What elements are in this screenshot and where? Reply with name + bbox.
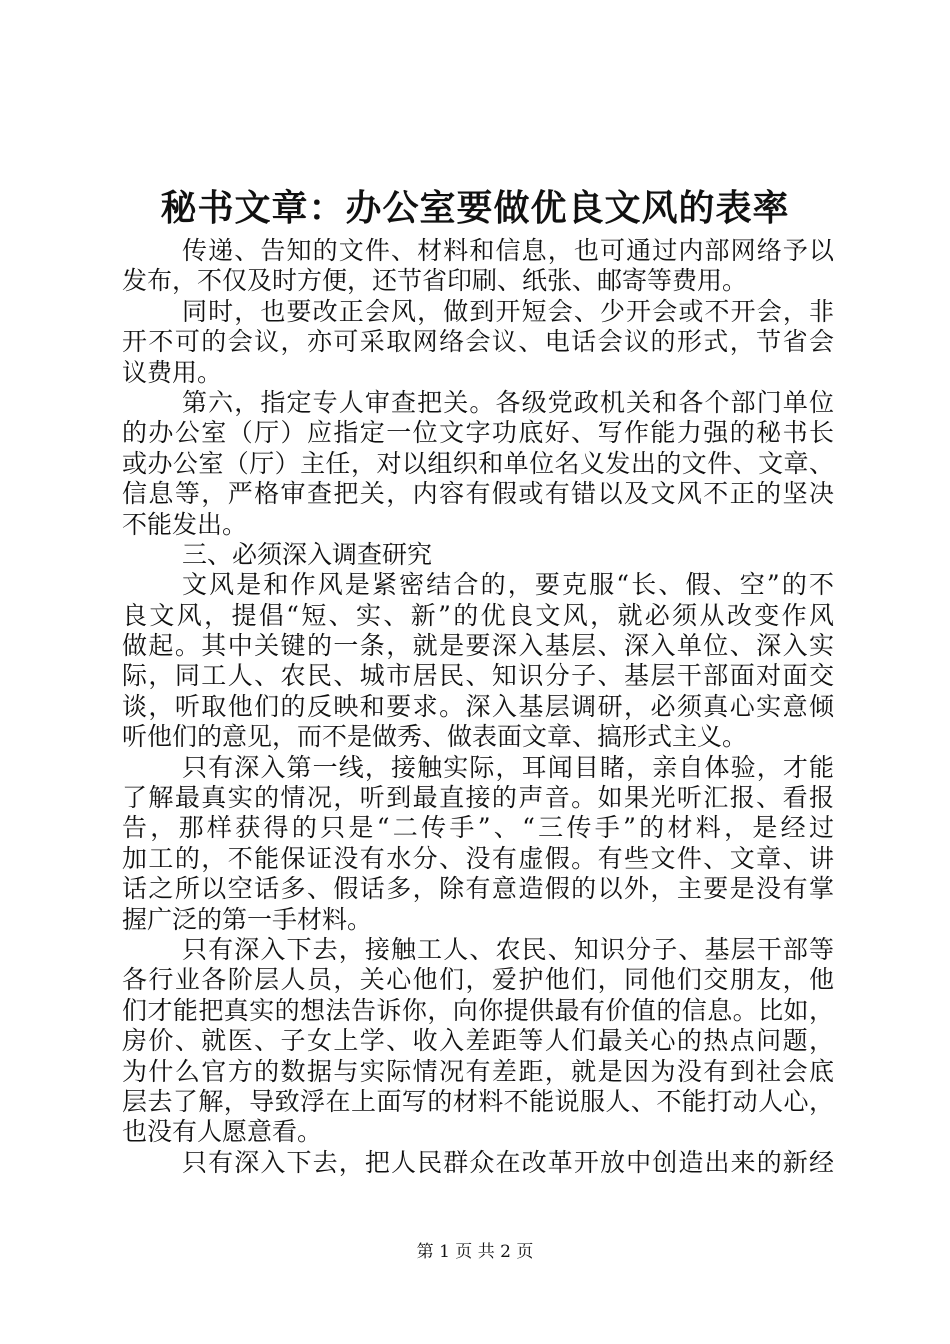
text-line: 只有深入下去，接触工人、农民、知识分子、基层干部等 — [182, 934, 834, 964]
text-line: 听他们的意见，而不是做秀、做表面文章、搞形式主义。 — [122, 722, 748, 752]
text-line: 传递、告知的文件、材料和信息，也可通过内部网络予以 — [182, 236, 834, 265]
text-line: 际，同工人、农民、城市居民、知识分子、基层干部面对面交 — [122, 661, 834, 691]
text-line: 握广泛的第一手材料。 — [122, 904, 373, 934]
text-line: 或办公室（厅）主任，对以组织和单位名义发出的文件、文章、 — [122, 448, 834, 478]
text-line: 同时，也要改正会风，做到开短会、少开会或不开会，非 — [182, 296, 834, 326]
text-line: 加工的，不能保证没有水分、没有虚假。有些文件、文章、讲 — [122, 843, 834, 873]
text-line: 良文风，提倡“短、实、新”的优良文风，就必须从改变作风 — [122, 600, 834, 630]
text-line: 不能发出。 — [122, 509, 248, 539]
document-title: 秘书文章：办公室要做优良文风的表率 — [160, 187, 790, 229]
text-line: 文风是和作风是紧密结合的，要克服“长、假、空”的不 — [182, 570, 834, 600]
text-line: 也没有人愿意看。 — [122, 1117, 323, 1147]
text-line: 的办公室（厅）应指定一位文字功底好、写作能力强的秘书长 — [122, 418, 834, 448]
text-line: 只有深入下去，把人民群众在改革开放中创造出来的新经 — [182, 1147, 834, 1177]
text-line: 议费用。 — [122, 357, 223, 387]
text-line: 为什么官方的数据与实际情况有差距，就是因为没有到社会底 — [122, 1056, 834, 1086]
page-footer: 第 1 页 共 2 页 — [416, 1242, 534, 1262]
text-line: 房价、就医、子女上学、收入差距等人们最关心的热点问题， — [122, 1026, 834, 1056]
text-line: 谈，听取他们的反映和要求。深入基层调研，必须真心实意倾 — [122, 691, 834, 721]
text-line: 层去了解，导致浮在上面写的材料不能说服人、不能打动人心， — [122, 1086, 834, 1116]
text-line: 第六，指定专人审查把关。各级党政机关和各个部门单位 — [182, 387, 834, 417]
text-line: 开不可的会议，亦可采取网络会议、电话会议的形式，节省会 — [122, 327, 834, 357]
text-line: 发布，不仅及时方便，还节省印刷、纸张、邮寄等费用。 — [122, 266, 748, 296]
text-line: 话之所以空话多、假话多，除有意造假的以外，主要是没有掌 — [122, 874, 834, 904]
document-body — [122, 236, 834, 1178]
text-line: 们才能把真实的想法告诉你，向你提供最有价值的信息。比如， — [122, 995, 834, 1025]
text-line: 只有深入第一线，接触实际，耳闻目睹，亲自体验，才能 — [182, 752, 834, 782]
text-line: 三、必须深入调查研究 — [182, 539, 433, 569]
text-line: 各行业各阶层人员，关心他们，爱护他们，同他们交朋友，他 — [122, 965, 834, 995]
text-line: 告，那样获得的只是“二传手”、“三传手”的材料，是经过 — [122, 813, 834, 843]
text-line: 做起。其中关键的一条，就是要深入基层、深入单位、深入实 — [122, 631, 834, 661]
text-line: 了解最真实的情况，听到最直接的声音。如果光听汇报、看报 — [122, 783, 834, 813]
text-line: 信息等，严格审查把关，内容有假或有错以及文风不正的坚决 — [122, 479, 834, 509]
